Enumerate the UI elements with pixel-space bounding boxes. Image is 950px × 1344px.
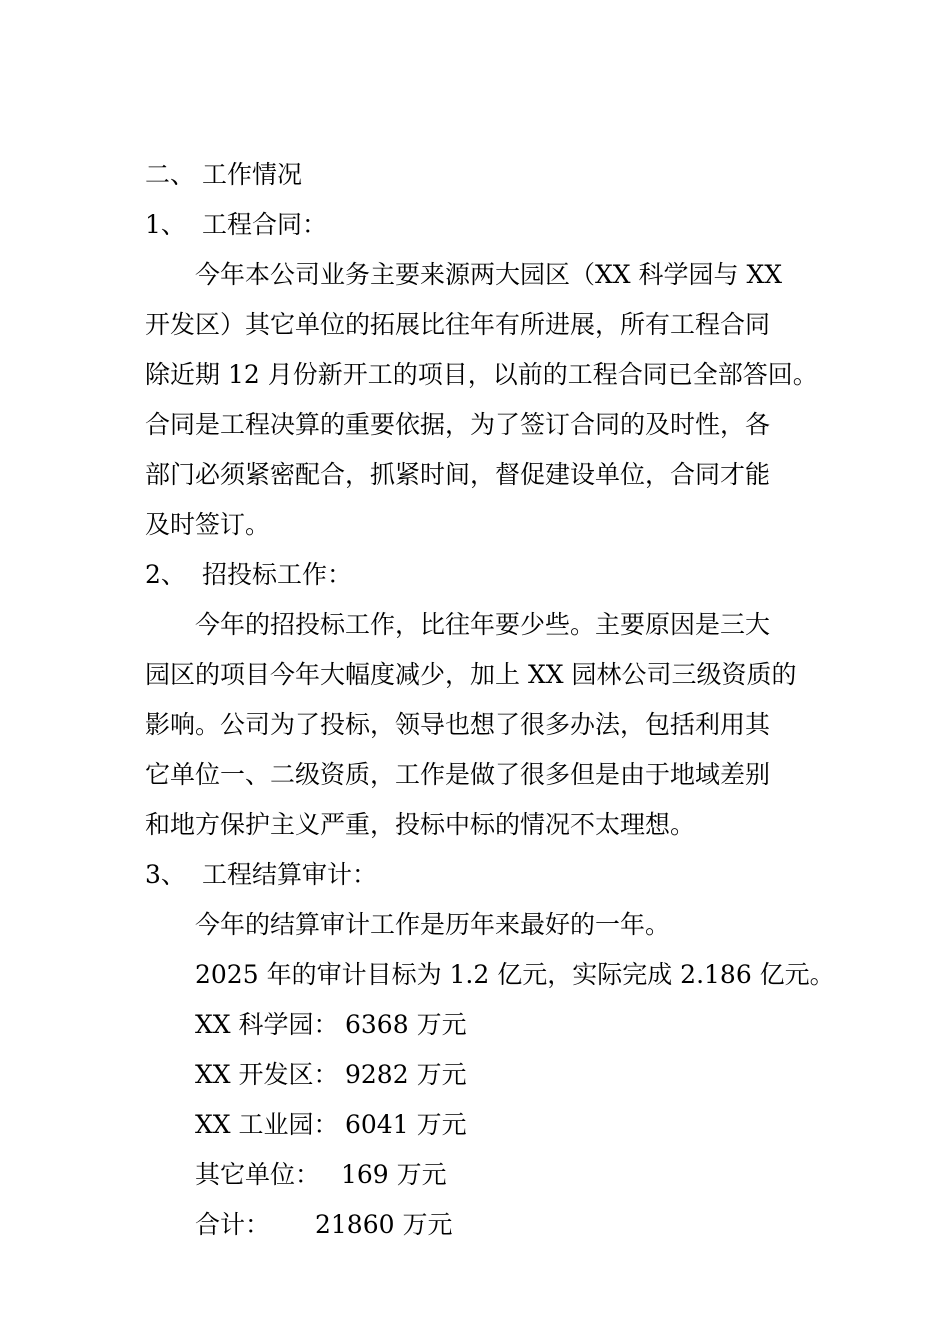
item-heading-3	[145, 850, 825, 900]
section-number: 二、	[145, 160, 196, 189]
paragraph-line: 除近期 12 月份新开工的项目，以前的工程合同已全部答回。	[145, 360, 818, 389]
amount-value: 9282 万元	[345, 1060, 467, 1089]
amount-value: 169 万元	[341, 1160, 447, 1189]
paragraph-line: 影响。公司为了投标，领导也想了很多办法，包括利用其	[145, 710, 771, 739]
amount-row	[145, 1050, 825, 1100]
item-title-3: 工程结算审计：	[202, 860, 378, 889]
amount-label: XX 开发区：	[195, 1060, 339, 1089]
paragraph-line: 今年的招投标工作，比往年要少些。主要原因是三大	[195, 610, 771, 639]
paragraph-line: 它单位一、二级资质，工作是做了很多但是由于地域差别	[145, 760, 771, 789]
amount-row	[145, 1000, 825, 1050]
item-number-1: 1、	[145, 210, 186, 239]
item-title-1: 工程合同：	[202, 210, 328, 239]
item-number-3: 3、	[145, 860, 186, 889]
item-number-2: 2、	[145, 560, 186, 589]
paragraph-line: 及时签订。	[145, 510, 271, 539]
section-title: 工作情况	[202, 160, 303, 189]
total-label: 合计：	[195, 1210, 271, 1239]
paragraph-line: 园区的项目今年大幅度减少，加上 XX 园林公司三级资质的	[145, 660, 797, 689]
amount-label: XX 工业园：	[195, 1110, 339, 1139]
total-row	[145, 1200, 825, 1250]
paragraph-line: 今年本公司业务主要来源两大园区（XX 科学园与 XX	[195, 260, 783, 289]
paragraph-line: 部门必须紧密配合，抓紧时间，督促建设单位，合同才能	[145, 460, 771, 489]
amount-value: 6368 万元	[345, 1010, 467, 1039]
amount-label: 其它单位：	[195, 1160, 321, 1189]
item-heading-2	[145, 550, 825, 600]
paragraph-line: 和地方保护主义严重，投标中标的情况不太理想。	[145, 810, 696, 839]
item-title-2: 招投标工作：	[202, 560, 353, 589]
amount-row	[145, 1150, 825, 1200]
amount-value: 6041 万元	[345, 1110, 467, 1139]
total-value: 21860 万元	[315, 1210, 453, 1239]
paragraph-line: 合同是工程决算的重要依据，为了签订合同的及时性，各	[145, 410, 771, 439]
paragraph-line: 2025 年的审计目标为 1.2 亿元，实际完成 2.186 亿元。	[195, 960, 835, 989]
amount-row	[145, 1100, 825, 1150]
item-heading-1	[145, 200, 825, 250]
paragraph-line: 今年的结算审计工作是历年来最好的一年。	[195, 910, 671, 939]
amount-label: XX 科学园：	[195, 1010, 339, 1039]
paragraph-line: 开发区）其它单位的拓展比往年有所进展，所有工程合同	[145, 310, 771, 339]
document-body	[145, 150, 835, 1250]
section-heading	[145, 150, 825, 200]
